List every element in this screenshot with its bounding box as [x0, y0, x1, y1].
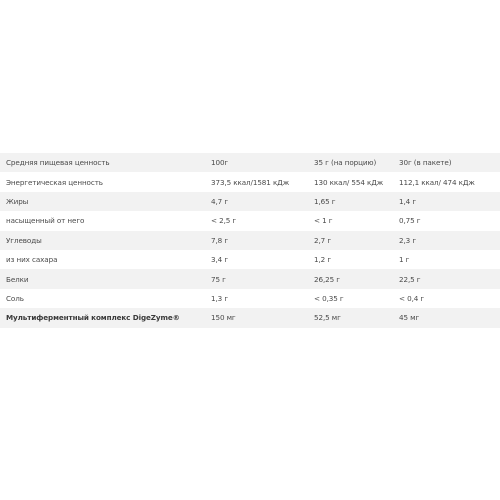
table-row — [0, 269, 500, 288]
row-value-100g: 7,8 г — [205, 231, 308, 250]
header-cell-per-serving: 35 г (на порцию) — [308, 153, 393, 172]
row-value-packet: 2,3 г — [393, 231, 500, 250]
row-value-100g: 373,5 ккал/1581 кДж — [205, 172, 308, 191]
row-value-serving: < 0,35 г — [308, 289, 393, 308]
table-row — [0, 172, 500, 191]
table-row — [0, 308, 500, 327]
header-cell-label: Средняя пищевая ценность — [0, 153, 205, 172]
row-value-serving: 130 ккал/ 554 кДж — [308, 172, 393, 191]
table-row — [0, 192, 500, 211]
table-row — [0, 250, 500, 269]
row-value-packet: 1,4 г — [393, 192, 500, 211]
row-label: из них сахара — [0, 250, 205, 269]
row-label: Соль — [0, 289, 205, 308]
row-value-100g: 75 г — [205, 269, 308, 288]
row-value-packet: 22,5 г — [393, 269, 500, 288]
row-value-100g: 150 мг — [205, 308, 308, 327]
row-value-serving: 52,5 мг — [308, 308, 393, 327]
row-label: Белки — [0, 269, 205, 288]
nutrition-table — [0, 153, 500, 328]
row-value-100g: 3,4 г — [205, 250, 308, 269]
row-value-serving: 1,65 г — [308, 192, 393, 211]
table-row — [0, 289, 500, 308]
row-value-packet: 45 мг — [393, 308, 500, 327]
row-value-serving: 2,7 г — [308, 231, 393, 250]
row-value-100g: 1,3 г — [205, 289, 308, 308]
row-label: Энергетическая ценность — [0, 172, 205, 191]
row-value-serving: 26,25 г — [308, 269, 393, 288]
row-value-serving: < 1 г — [308, 211, 393, 230]
row-value-100g: 4,7 г — [205, 192, 308, 211]
row-value-packet: 112,1 ккал/ 474 кДж — [393, 172, 500, 191]
row-value-packet: 0,75 г — [393, 211, 500, 230]
row-value-packet: < 0,4 г — [393, 289, 500, 308]
row-value-100g: < 2,5 г — [205, 211, 308, 230]
row-label: Углеводы — [0, 231, 205, 250]
table-row — [0, 231, 500, 250]
header-cell-per-100g: 100г — [205, 153, 308, 172]
row-value-serving: 1,2 г — [308, 250, 393, 269]
header-cell-per-packet: 30г (в пакете) — [393, 153, 500, 172]
row-label: насыщенный от него — [0, 211, 205, 230]
table-row — [0, 211, 500, 230]
row-label: Жиры — [0, 192, 205, 211]
row-label: Мультиферментный комплекс DigeZyme® — [0, 308, 205, 327]
row-value-packet: 1 г — [393, 250, 500, 269]
table-header-row — [0, 153, 500, 172]
